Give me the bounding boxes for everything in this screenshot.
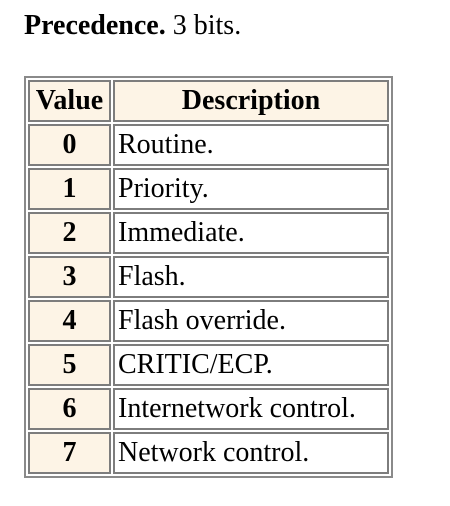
precedence-table — [24, 76, 393, 478]
description-cell: Immediate. — [113, 212, 389, 254]
description-cell: Priority. — [113, 168, 389, 210]
value-cell: 2 — [28, 212, 111, 254]
value-cell: 0 — [28, 124, 111, 166]
column-header-value: Value — [28, 80, 111, 122]
table-row — [28, 388, 389, 430]
table-row — [28, 344, 389, 386]
table-row — [28, 124, 389, 166]
description-cell: Flash override. — [113, 300, 389, 342]
value-cell: 5 — [28, 344, 111, 386]
value-cell: 4 — [28, 300, 111, 342]
table-row — [28, 300, 389, 342]
value-cell: 6 — [28, 388, 111, 430]
table-row — [28, 256, 389, 298]
value-cell: 1 — [28, 168, 111, 210]
table-row — [28, 432, 389, 474]
heading-term: Precedence. — [24, 10, 166, 41]
section-heading — [24, 9, 241, 43]
column-header-description: Description — [113, 80, 389, 122]
heading-detail: 3 bits. — [172, 10, 242, 41]
value-cell: 3 — [28, 256, 111, 298]
description-cell: Internetwork control. — [113, 388, 389, 430]
table-header-row — [28, 80, 389, 122]
description-cell: Network control. — [113, 432, 389, 474]
description-cell: Flash. — [113, 256, 389, 298]
description-cell: Routine. — [113, 124, 389, 166]
value-cell: 7 — [28, 432, 111, 474]
table-row — [28, 212, 389, 254]
description-cell: CRITIC/ECP. — [113, 344, 389, 386]
table-row — [28, 168, 389, 210]
